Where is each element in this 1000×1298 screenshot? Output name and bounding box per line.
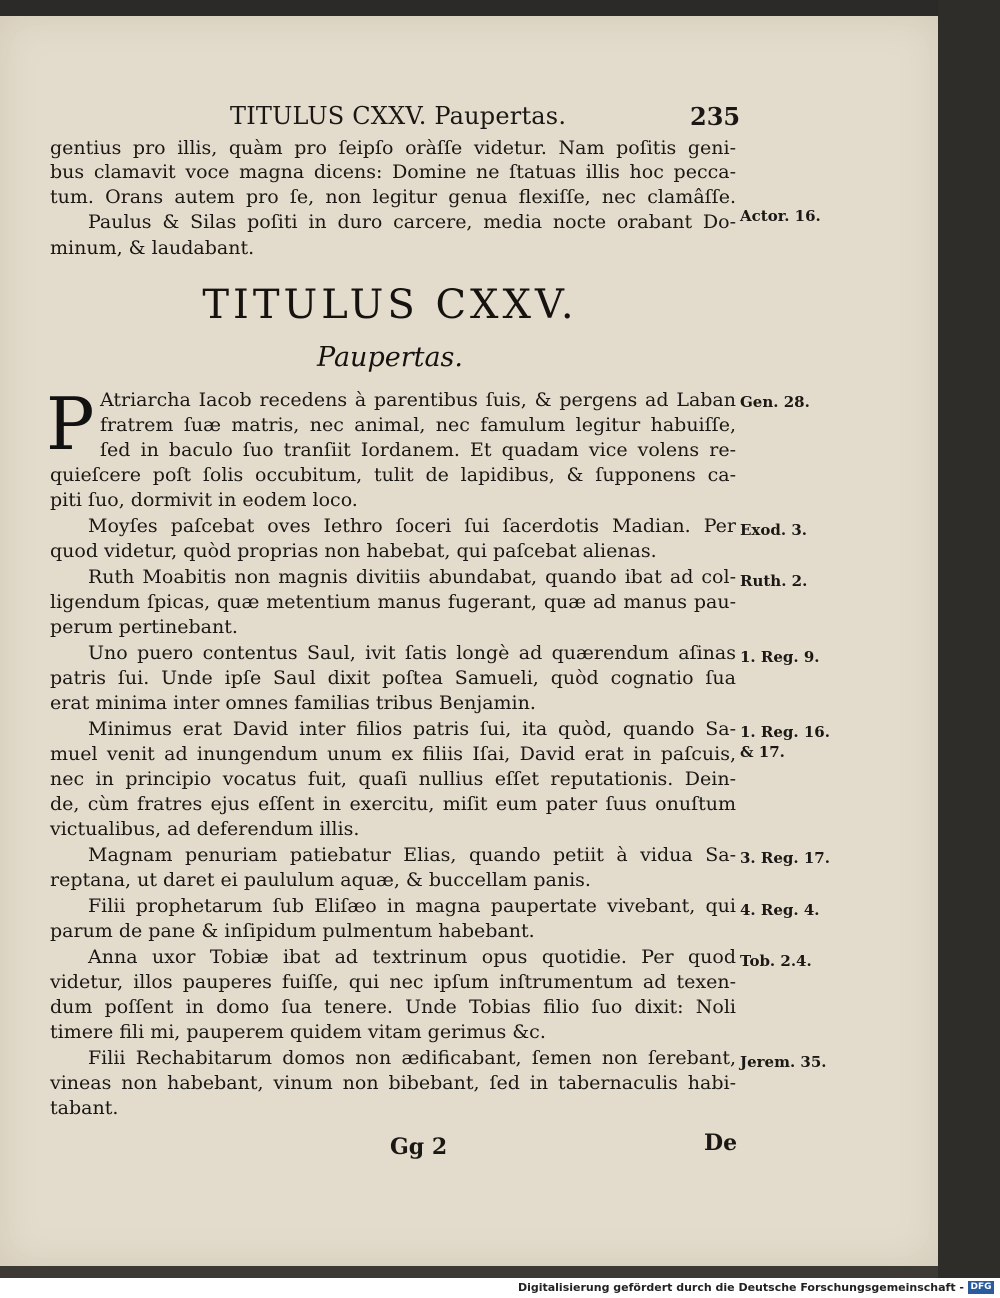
text-line: tum. Orans autem pro ſe, non legitur genua flexiſſe, nec clamâſſe.	[50, 186, 736, 208]
text-line: videtur, illos pauperes fuiſſe, qui nec ipſum inſtrumentum ad texen-	[50, 971, 736, 993]
catchword: De	[704, 1130, 738, 1156]
signature-mark: Gg 2	[390, 1134, 448, 1160]
chapter-subtitle: Paupertas.	[317, 342, 463, 373]
funding-credit: Digitalisierung gefördert durch die Deutsche Forschungsgemeinschaft -	[517, 1281, 964, 1294]
margin-note: 1. Reg. 16.	[740, 723, 830, 741]
chapter-title: TITULUS CXXV.	[202, 282, 578, 328]
scan-frame-top	[0, 0, 1000, 16]
text-line: quod videtur, quòd proprias non habebat, qui paſcebat alienas.	[50, 540, 657, 562]
text-line: patris ſui. Unde ipſe Saul dixit poſtea Samueli, quòd cognatio ſua	[50, 667, 736, 689]
text-line: nec in principio vocatus fuit, quaſi nullius eſſet reputationis. Dein-	[50, 768, 736, 790]
text-line: vineas non habebant, vinum non bibebant, ſed in tabernaculis habi-	[50, 1072, 736, 1094]
text-line: victualibus, ad deferendum illis.	[50, 818, 360, 840]
text-line: piti ſuo, dormivit in eodem loco.	[50, 489, 358, 511]
drop-cap: P	[46, 382, 95, 466]
text-line: Filii prophetarum ſub Eliſæo in magna paupertate vivebant, qui	[88, 895, 736, 917]
margin-note: Gen. 28.	[740, 393, 810, 411]
dfg-logo: DFG	[968, 1281, 994, 1294]
text-line: Ruth Moabitis non magnis divitiis abundabat, quando ibat ad col-	[88, 566, 736, 588]
running-head: TITULUS CXXV. Paupertas.	[230, 102, 567, 130]
page-number: 235	[690, 102, 741, 131]
text-line: parum de pane & inſipidum pulmentum habebant.	[50, 920, 535, 942]
margin-note: 1. Reg. 9.	[740, 648, 820, 666]
text-line: minum, & laudabant.	[50, 237, 255, 259]
text-line: timere fili mi, pauperem quidem vitam gerimus &c.	[50, 1021, 546, 1043]
text-line: Moyſes paſcebat oves Iethro ſoceri ſui ſacerdotis Madian. Per	[88, 515, 736, 537]
text-line: ſed in baculo ſuo tranſiit Iordanem. Et quadam vice volens re-	[100, 439, 736, 461]
text-line: gentius pro illis, quàm pro ſeipſo oràſſe videtur. Nam poſitis geni-	[50, 137, 736, 159]
margin-note: 3. Reg. 17.	[740, 849, 830, 867]
margin-note: Jerem. 35.	[740, 1053, 827, 1071]
margin-note: Exod. 3.	[740, 521, 807, 539]
margin-note: Actor. 16.	[740, 207, 821, 225]
text-line: muel venit ad inungendum unum ex filiis Iſai, David erat in paſcuis,	[50, 743, 736, 765]
text-line: erat minima inter omnes familias tribus Benjamin.	[50, 692, 536, 714]
margin-note: Tob. 2.4.	[740, 952, 812, 970]
footer-strip	[0, 1278, 1000, 1298]
text-line: perum pertinebant.	[50, 616, 238, 638]
margin-note: 4. Reg. 4.	[740, 901, 820, 919]
text-line: fratrem ſuæ matris, nec animal, nec famulum legitur habuiſſe,	[100, 414, 736, 436]
text-line: de, cùm fratres ejus eſſent in exercitu, miſit eum pater ſuus onuſtum	[50, 793, 736, 815]
text-line: dum poſſent in domo ſua tenere. Unde Tobias filio ſuo dixit: Noli	[50, 996, 736, 1018]
text-line: Anna uxor Tobiæ ibat ad textrinum opus quotidie. Per quod	[88, 946, 736, 968]
text-line: reptana, ut daret ei paululum aquæ, & buccellam panis.	[50, 869, 591, 891]
text-line: bus clamavit voce magna dicens: Domine ne ſtatuas illis hoc pecca-	[50, 161, 736, 183]
book-page	[0, 16, 938, 1266]
text-line: quieſcere poſt ſolis occubitum, tulit de lapidibus, & ſupponens ca-	[50, 464, 736, 486]
text-line: Magnam penuriam patiebatur Elias, quando petiit à vidua Sa-	[88, 844, 736, 866]
book-spine-edge	[938, 0, 1000, 1278]
text-line: Filii Rechabitarum domos non ædificabant, ſemen non ſerebant,	[88, 1047, 736, 1069]
text-line: Minimus erat David inter filios patris ſui, ita quòd, quando Sa-	[88, 718, 736, 740]
text-line: tabant.	[50, 1097, 119, 1119]
text-line: Uno puero contentus Saul, ivit ſatis longè ad quærendum aſinas	[88, 642, 736, 664]
text-line: ligendum ſpicas, quæ metentium manus fugerant, quæ ad manus pau-	[50, 591, 736, 613]
text-line: Atriarcha Iacob recedens à parentibus ſuis, & pergens ad Laban	[100, 389, 736, 411]
text-line: Paulus & Silas poſiti in duro carcere, media nocte orabant Do-	[88, 211, 736, 233]
margin-note: & 17.	[740, 743, 785, 761]
margin-note: Ruth. 2.	[740, 572, 808, 590]
